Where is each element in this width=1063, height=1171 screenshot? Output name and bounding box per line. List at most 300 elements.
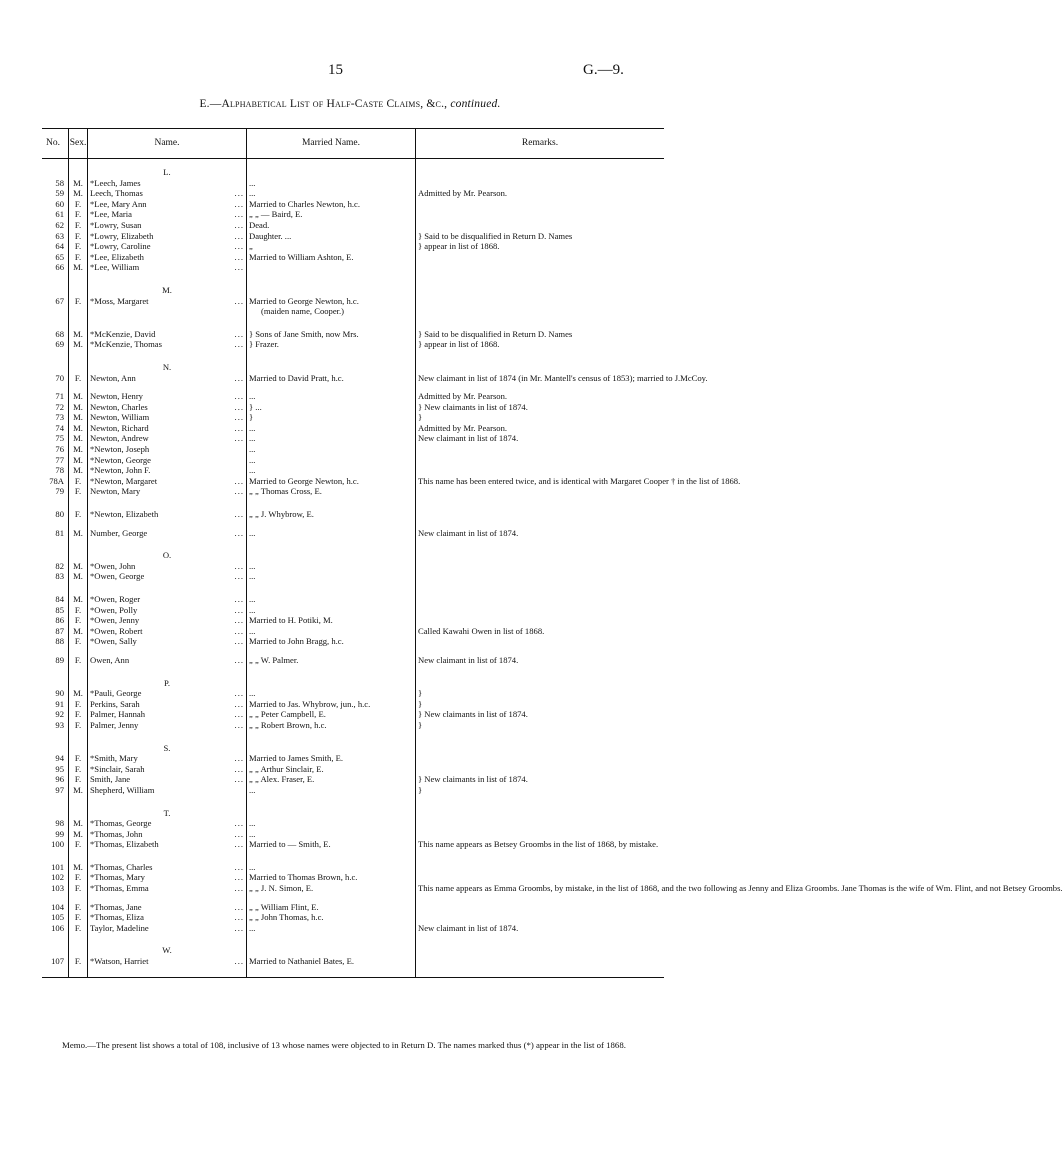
claimant-name: Newton, Ann	[90, 372, 136, 383]
leader-dots: ...	[234, 654, 244, 665]
table-row	[42, 339, 664, 350]
table-row	[42, 785, 664, 796]
table-row	[42, 862, 664, 873]
claim-sex: F.	[69, 839, 88, 850]
claim-sex: F.	[69, 296, 88, 307]
spacer-cell	[42, 317, 69, 329]
spacer-cell	[69, 933, 88, 945]
claim-name	[88, 571, 247, 582]
leader-dots: ...	[234, 401, 244, 412]
claim-name	[88, 455, 247, 466]
married-name: (maiden name, Cooper.)	[247, 306, 416, 317]
claim-name	[88, 231, 247, 242]
claims-table	[42, 128, 1063, 978]
no-cell	[42, 743, 69, 754]
spacer-cell	[247, 666, 416, 678]
claimant-name: *Newton, Elizabeth	[90, 509, 159, 520]
claim-sex: M.	[69, 571, 88, 582]
table-row	[42, 883, 664, 894]
remarks	[416, 455, 665, 466]
claim-sex: F.	[69, 199, 88, 210]
claim-number: 87	[42, 626, 69, 637]
spacer-cell	[69, 497, 88, 509]
table-row	[42, 699, 664, 710]
claim-number: 103	[42, 883, 69, 894]
leader-dots: ...	[234, 475, 244, 486]
claim-name	[88, 241, 247, 252]
spacer-row	[42, 796, 664, 808]
married-cell	[247, 678, 416, 689]
remarks: }	[418, 688, 423, 699]
claim-name	[88, 188, 247, 199]
claimant-name: *Owen, John	[90, 560, 136, 571]
spacer-cell	[42, 273, 69, 285]
table-row	[42, 956, 664, 967]
claim-name	[88, 262, 247, 273]
claim-sex: F.	[69, 902, 88, 913]
married-name: Married to Thomas Brown, h.c.	[247, 872, 416, 883]
remarks-cell	[416, 167, 665, 178]
claim-name	[88, 528, 247, 539]
table-row	[42, 444, 664, 455]
claim-name	[88, 829, 247, 840]
col-header-no: No.	[42, 129, 69, 159]
claim-sex: M.	[69, 339, 88, 350]
table-row	[42, 605, 664, 616]
claim-sex: F.	[69, 509, 88, 520]
spacer-cell	[416, 933, 665, 945]
spacer-cell	[416, 497, 665, 509]
claim-number: 78	[42, 465, 69, 476]
leader-dots: ...	[234, 251, 244, 262]
claim-sex: F.	[69, 872, 88, 883]
claim-number: 106	[42, 923, 69, 934]
married-name: ...	[247, 444, 416, 455]
claim-sex: M.	[69, 818, 88, 829]
claim-name	[88, 872, 247, 883]
leader-dots: ...	[234, 709, 244, 720]
spacer-row	[42, 383, 664, 391]
no-cell	[42, 678, 69, 689]
claimant-name: *Sinclair, Sarah	[90, 763, 145, 774]
married-name: ...	[247, 688, 416, 699]
spacer-cell	[88, 520, 247, 528]
spacer-cell	[416, 894, 665, 902]
claim-number: 71	[42, 391, 69, 402]
married-name: „ „ William Flint, E.	[247, 902, 416, 913]
married-name: Married to John Bragg, h.c.	[247, 636, 416, 647]
claim-number: 99	[42, 829, 69, 840]
remarks: } appear in list of 1868.	[418, 241, 500, 252]
no-cell	[42, 285, 69, 296]
married-cell	[247, 167, 416, 178]
spacer-cell	[247, 317, 416, 329]
spacer-cell	[416, 796, 665, 808]
claimant-name: *Thomas, John	[90, 828, 143, 839]
claim-sex: F.	[69, 241, 88, 252]
claim-number	[42, 306, 69, 317]
table-row	[42, 774, 664, 785]
page-title: E.—Alphabetical List of Half-Caste Claims, &c., continued.	[199, 98, 501, 110]
spacer-cell	[416, 731, 665, 743]
married-cell	[247, 285, 416, 296]
married-name: ...	[247, 561, 416, 572]
remarks	[416, 486, 665, 497]
claimant-name: Palmer, Jenny	[90, 719, 139, 730]
leader-dots: ...	[234, 412, 244, 423]
spacer-cell	[42, 520, 69, 528]
claim-name	[88, 883, 247, 894]
claim-sex: M.	[69, 433, 88, 444]
claim-number: 83	[42, 571, 69, 582]
spacer-cell	[88, 350, 247, 362]
spacer-cell	[88, 317, 247, 329]
col-header-remarks: Remarks.	[416, 129, 665, 159]
claim-sex: M.	[69, 594, 88, 605]
claimant-name: *Owen, Jenny	[90, 615, 140, 626]
spacer-cell	[416, 383, 665, 391]
sex-cell	[69, 167, 88, 178]
leader-dots: ...	[234, 527, 244, 538]
remarks: Called Kawahi Owen in list of 1868.	[418, 625, 545, 636]
claimant-name: *Lee, Elizabeth	[90, 251, 144, 262]
claim-name	[88, 605, 247, 616]
claim-name	[88, 423, 247, 434]
spacer-cell	[42, 497, 69, 509]
claim-name	[88, 412, 247, 423]
claim-sex: M.	[69, 785, 88, 796]
table-row	[42, 262, 664, 273]
leader-dots: ...	[234, 230, 244, 241]
claim-sex: F.	[69, 883, 88, 894]
remarks	[416, 199, 665, 210]
table-row	[42, 465, 664, 476]
spacer-cell	[88, 383, 247, 391]
married-name: „ „ Alex. Fraser, E.	[247, 774, 416, 785]
letter-heading: M.	[88, 285, 247, 296]
leader-dots: ...	[234, 391, 244, 402]
claim-name	[88, 444, 247, 455]
claim-number: 88	[42, 636, 69, 647]
remarks	[416, 444, 665, 455]
married-name: ...	[247, 818, 416, 829]
claim-name	[88, 774, 247, 785]
claim-number: 94	[42, 753, 69, 764]
claim-number: 62	[42, 220, 69, 231]
spacer-cell	[247, 273, 416, 285]
claimant-name: *McKenzie, David	[90, 328, 156, 339]
claim-name	[88, 296, 247, 307]
claim-number: 70	[42, 373, 69, 384]
claim-number: 67	[42, 296, 69, 307]
claim-name	[88, 839, 247, 850]
spacer-cell	[69, 731, 88, 743]
claim-number: 90	[42, 688, 69, 699]
claim-number: 104	[42, 902, 69, 913]
married-name: „ „ W. Palmer.	[247, 655, 416, 666]
spacer-row	[42, 731, 664, 743]
claim-number: 68	[42, 329, 69, 340]
table-row	[42, 764, 664, 775]
table-row	[42, 829, 664, 840]
claim-name	[88, 636, 247, 647]
claim-name	[88, 329, 247, 340]
remarks-cell	[416, 743, 665, 754]
claimant-name: *Leech, James	[90, 177, 141, 188]
table-row	[42, 306, 664, 317]
leader-dots: ...	[234, 198, 244, 209]
table-row	[42, 655, 664, 666]
spacer-cell	[416, 967, 665, 978]
claimant-name: *Lowry, Susan	[90, 219, 142, 230]
spacer-cell	[42, 933, 69, 945]
remarks	[416, 306, 665, 317]
leader-dots: ...	[234, 828, 244, 839]
leader-dots: ...	[234, 219, 244, 230]
married-name: ...	[247, 188, 416, 199]
spacer-row	[42, 350, 664, 362]
claim-sex: F.	[69, 699, 88, 710]
claim-name	[88, 594, 247, 605]
claimant-name: Leech, Thomas	[90, 188, 143, 199]
table-row	[42, 615, 664, 626]
letter-heading: P.	[88, 678, 247, 689]
claim-number: 60	[42, 199, 69, 210]
claimant-name: *Lee, William	[90, 262, 140, 273]
remarks	[416, 594, 665, 605]
married-name: ...	[247, 455, 416, 466]
spacer-row	[42, 317, 664, 329]
remarks-cell	[416, 550, 665, 561]
leader-dots: ...	[234, 188, 244, 199]
claim-sex: M.	[69, 528, 88, 539]
spacer-cell	[247, 967, 416, 978]
spacer-cell	[247, 850, 416, 862]
married-name: } Frazer.	[247, 339, 416, 350]
leader-dots: ...	[234, 571, 244, 582]
spacer-cell	[69, 967, 88, 978]
claimant-name: Newton, Mary	[90, 486, 141, 497]
claim-name	[88, 391, 247, 402]
claim-number: 85	[42, 605, 69, 616]
letter-heading: S.	[88, 743, 247, 754]
table-row	[42, 178, 664, 189]
table-row	[42, 296, 664, 307]
claim-name	[88, 902, 247, 913]
spacer-cell	[247, 731, 416, 743]
claimant-name: Newton, Henry	[90, 391, 143, 402]
table-row	[42, 423, 664, 434]
married-name: „	[247, 241, 416, 252]
claim-name	[88, 306, 247, 317]
claimant-name: Newton, Richard	[90, 422, 149, 433]
letter-heading: N.	[88, 362, 247, 373]
claim-number: 98	[42, 818, 69, 829]
married-name: Married to George Newton, h.c.	[247, 296, 416, 307]
remarks	[416, 220, 665, 231]
claimant-name: Perkins, Sarah	[90, 698, 140, 709]
leader-dots: ...	[234, 560, 244, 571]
spacer-cell	[416, 666, 665, 678]
leader-dots: ...	[234, 753, 244, 764]
col-header-sex: Sex.	[69, 129, 88, 159]
claim-number: 61	[42, 209, 69, 220]
claimant-name: *Smith, Mary	[90, 753, 138, 764]
spacer-cell	[69, 520, 88, 528]
claim-sex: M.	[69, 561, 88, 572]
claimant-name: *Pauli, George	[90, 688, 142, 699]
spacer-cell	[416, 273, 665, 285]
claimant-name: *Newton, George	[90, 454, 151, 465]
remarks	[416, 509, 665, 520]
married-name: } Sons of Jane Smith, now Mrs.	[247, 329, 416, 340]
spacer-cell	[69, 350, 88, 362]
claim-number: 96	[42, 774, 69, 785]
spacer-cell	[88, 647, 247, 655]
remarks: New claimant in list of 1874.	[418, 527, 519, 538]
sex-cell	[69, 550, 88, 561]
memo-note: Memo.—The present list shows a total of 108, inclusive of 13 whose names were objected to in Return D. The names marked thus (*) appear in the list of 1868.	[62, 1040, 626, 1050]
remarks: } New claimants in list of 1874.	[418, 709, 528, 720]
claimant-name: *Newton, Margaret	[90, 475, 158, 486]
leader-dots: ...	[234, 956, 244, 967]
married-name: ...	[247, 465, 416, 476]
claim-name	[88, 509, 247, 520]
claim-name	[88, 476, 247, 487]
leader-dots: ...	[234, 372, 244, 383]
claimant-name: *Owen, Sally	[90, 636, 137, 647]
spacer-cell	[69, 647, 88, 655]
claimant-name: Newton, Charles	[90, 401, 148, 412]
claim-number: 74	[42, 423, 69, 434]
spacer-cell	[247, 497, 416, 509]
table-row	[42, 209, 664, 220]
claim-sex: F.	[69, 636, 88, 647]
leader-dots: ...	[234, 241, 244, 252]
leader-dots: ...	[234, 486, 244, 497]
claim-sex: F.	[69, 655, 88, 666]
claim-number: 97	[42, 785, 69, 796]
table-row	[42, 688, 664, 699]
spacer-row	[42, 538, 664, 550]
married-name: „ „ Peter Campbell, E.	[247, 709, 416, 720]
no-cell	[42, 362, 69, 373]
remarks: }	[418, 698, 423, 709]
spacer-cell	[416, 647, 665, 655]
claim-name	[88, 199, 247, 210]
claim-sex: F.	[69, 476, 88, 487]
married-name: ...	[247, 594, 416, 605]
spacer-cell	[69, 273, 88, 285]
spacer-cell	[416, 850, 665, 862]
claim-number: 105	[42, 912, 69, 923]
claim-sex: M.	[69, 862, 88, 873]
claim-sex: F.	[69, 373, 88, 384]
remarks-cell	[416, 945, 665, 956]
remarks: New claimant in list of 1874.	[418, 654, 519, 665]
spacer-row	[42, 850, 664, 862]
spacer-cell	[69, 317, 88, 329]
married-name: Married to James Smith, E.	[247, 753, 416, 764]
table-row	[42, 528, 664, 539]
table-row	[42, 902, 664, 913]
spacer-cell	[88, 731, 247, 743]
claim-sex: M.	[69, 829, 88, 840]
remarks	[416, 561, 665, 572]
page-number: 15	[328, 62, 343, 78]
remarks: }	[418, 719, 423, 730]
letter-heading-row	[42, 678, 664, 689]
leader-dots: ...	[234, 339, 244, 350]
claimant-name: *Thomas, Emma	[90, 883, 149, 894]
claim-sex: F.	[69, 956, 88, 967]
letter-heading-row	[42, 167, 664, 178]
remarks	[416, 465, 665, 476]
claimant-name: *Lee, Maria	[90, 209, 132, 220]
claim-sex: F.	[69, 209, 88, 220]
table-row	[42, 594, 664, 605]
claim-sex: M.	[69, 178, 88, 189]
claim-number: 78A	[42, 476, 69, 487]
remarks: } New claimants in list of 1874.	[418, 401, 528, 412]
spacer-row	[42, 894, 664, 902]
claim-sex	[69, 306, 88, 317]
married-name: ...	[247, 433, 416, 444]
remarks: }	[418, 412, 423, 423]
leader-dots: ...	[234, 433, 244, 444]
claim-sex: F.	[69, 709, 88, 720]
col-header-name: Name.	[88, 129, 247, 159]
remarks	[416, 862, 665, 873]
claimant-name: Number, George	[90, 527, 148, 538]
claim-name	[88, 785, 247, 796]
claim-sex: M.	[69, 626, 88, 637]
spacer-cell	[88, 850, 247, 862]
claimant-name: *Newton, Joseph	[90, 444, 150, 455]
letter-heading-row	[42, 550, 664, 561]
claim-sex: F.	[69, 753, 88, 764]
no-cell	[42, 808, 69, 819]
leader-dots: ...	[234, 615, 244, 626]
table-row	[42, 571, 664, 582]
table-row	[42, 818, 664, 829]
claim-sex: M.	[69, 455, 88, 466]
claim-number: 93	[42, 720, 69, 731]
leader-dots: ...	[234, 698, 244, 709]
married-name: Married to Jas. Whybrow, jun., h.c.	[247, 699, 416, 710]
remarks	[416, 209, 665, 220]
remarks: Admitted by Mr. Pearson.	[418, 422, 508, 433]
claim-number: 79	[42, 486, 69, 497]
claim-name	[88, 862, 247, 873]
remarks: New claimant in list of 1874.	[418, 922, 519, 933]
claimant-name: Taylor, Madeline	[90, 922, 149, 933]
claim-name	[88, 402, 247, 413]
remarks	[416, 296, 665, 307]
married-name: ...	[247, 528, 416, 539]
leader-dots: ...	[234, 883, 244, 894]
table-row	[42, 509, 664, 520]
claim-sex: M.	[69, 188, 88, 199]
leader-dots: ...	[234, 625, 244, 636]
claim-number: 65	[42, 252, 69, 263]
spacer-cell	[42, 796, 69, 808]
claim-number: 89	[42, 655, 69, 666]
claimant-name: Palmer, Hannah	[90, 709, 146, 720]
claim-number: 91	[42, 699, 69, 710]
spacer-cell	[88, 538, 247, 550]
table-row	[42, 476, 664, 487]
